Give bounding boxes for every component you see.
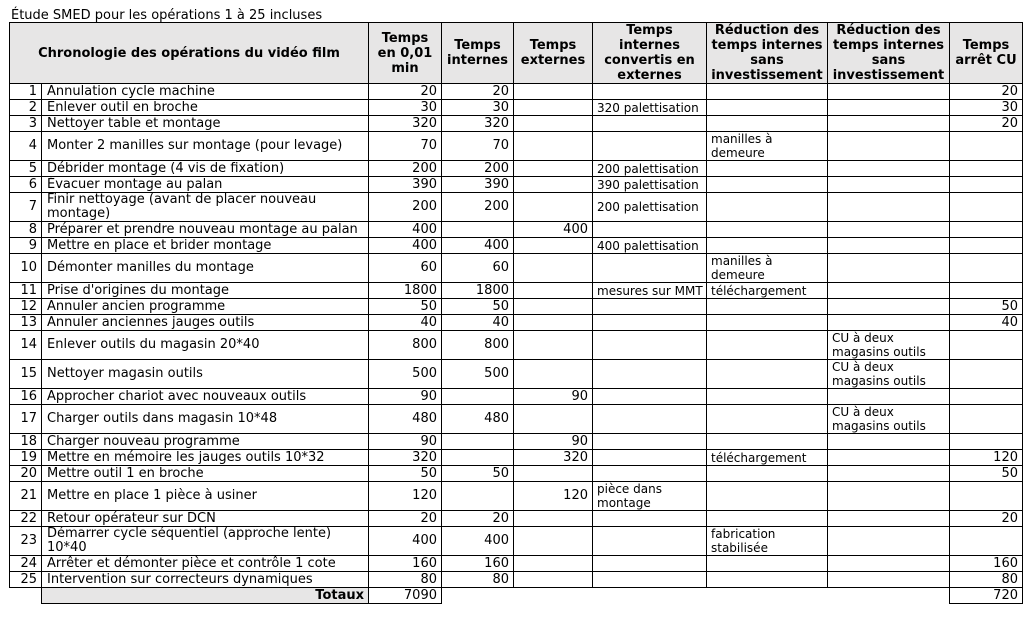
arret-cell: 30 (950, 100, 1023, 116)
externes-cell (514, 193, 593, 222)
internes-cell: 160 (442, 556, 514, 572)
operation-cell: Intervention sur correcteurs dynamiques (42, 572, 369, 588)
row-number: 14 (10, 331, 42, 360)
temps-cell: 50 (369, 466, 442, 482)
arret-cell: 50 (950, 466, 1023, 482)
temps-cell: 500 (369, 360, 442, 389)
convertis-cell (593, 511, 707, 527)
externes-cell (514, 132, 593, 161)
reduction-1-cell (707, 100, 828, 116)
header-externes: Temps externes (514, 23, 593, 84)
internes-cell: 800 (442, 331, 514, 360)
totals-blank (707, 588, 828, 604)
externes-cell (514, 315, 593, 331)
temps-cell: 90 (369, 434, 442, 450)
arret-cell (950, 482, 1023, 511)
arret-cell (950, 331, 1023, 360)
row-number: 5 (10, 161, 42, 177)
reduction-1-cell (707, 161, 828, 177)
reduction-2-cell (828, 556, 950, 572)
operation-cell: Retour opérateur sur DCN (42, 511, 369, 527)
internes-cell: 390 (442, 177, 514, 193)
operation-cell: Mettre en place 1 pièce à usiner (42, 482, 369, 511)
temps-cell: 120 (369, 482, 442, 511)
reduction-2-cell (828, 283, 950, 299)
convertis-cell (593, 360, 707, 389)
convertis-cell: 200 palettisation (593, 193, 707, 222)
reduction-2-cell: CU à deux magasins outils (828, 331, 950, 360)
arret-cell: 50 (950, 299, 1023, 315)
arret-cell (950, 389, 1023, 405)
arret-cell: 20 (950, 116, 1023, 132)
reduction-2-cell (828, 527, 950, 556)
externes-cell (514, 283, 593, 299)
table-row (10, 527, 1023, 556)
table-caption: Étude SMED pour les opérations 1 à 25 incluses (11, 8, 323, 23)
convertis-cell (593, 315, 707, 331)
row-number: 24 (10, 556, 42, 572)
temps-cell: 320 (369, 450, 442, 466)
convertis-cell (593, 434, 707, 450)
reduction-1-cell: téléchargement (707, 283, 828, 299)
convertis-cell (593, 254, 707, 283)
convertis-cell (593, 132, 707, 161)
internes-cell: 40 (442, 315, 514, 331)
externes-cell (514, 100, 593, 116)
arret-cell: 160 (950, 556, 1023, 572)
operation-cell: Enlever outil en broche (42, 100, 369, 116)
smed-table (9, 22, 1023, 604)
operation-cell: Évacuer montage au palan (42, 177, 369, 193)
table-row (10, 572, 1023, 588)
internes-cell: 20 (442, 84, 514, 100)
header-internes: Temps internes (442, 23, 514, 84)
reduction-2-cell (828, 299, 950, 315)
reduction-1-cell (707, 389, 828, 405)
convertis-cell: 390 palettisation (593, 177, 707, 193)
reduction-1-cell (707, 405, 828, 434)
temps-cell: 800 (369, 331, 442, 360)
reduction-2-cell (828, 254, 950, 283)
externes-cell (514, 84, 593, 100)
reduction-1-cell: manilles à demeure (707, 254, 828, 283)
convertis-cell (593, 450, 707, 466)
operation-cell: Débrider montage (4 vis de fixation) (42, 161, 369, 177)
externes-cell (514, 116, 593, 132)
row-number: 23 (10, 527, 42, 556)
temps-cell: 90 (369, 389, 442, 405)
convertis-cell: 320 palettisation (593, 100, 707, 116)
externes-cell: 90 (514, 389, 593, 405)
table-row (10, 254, 1023, 283)
reduction-2-cell (828, 450, 950, 466)
externes-cell (514, 466, 593, 482)
reduction-1-cell: téléchargement (707, 450, 828, 466)
row-number: 10 (10, 254, 42, 283)
table-row (10, 238, 1023, 254)
internes-cell (442, 450, 514, 466)
header-convertis: Temps internes convertis en externes (593, 23, 707, 84)
internes-cell (442, 222, 514, 238)
arret-cell (950, 434, 1023, 450)
internes-cell: 400 (442, 238, 514, 254)
externes-cell (514, 299, 593, 315)
temps-cell: 50 (369, 299, 442, 315)
arret-cell (950, 283, 1023, 299)
row-number: 13 (10, 315, 42, 331)
header-temps: Temps en 0,01 min (369, 23, 442, 84)
temps-cell: 320 (369, 116, 442, 132)
table-row (10, 331, 1023, 360)
convertis-cell (593, 299, 707, 315)
row-number: 20 (10, 466, 42, 482)
convertis-cell (593, 556, 707, 572)
internes-cell: 200 (442, 193, 514, 222)
table-row (10, 222, 1023, 238)
temps-cell: 70 (369, 132, 442, 161)
row-number: 18 (10, 434, 42, 450)
table-row (10, 100, 1023, 116)
table-row (10, 482, 1023, 511)
reduction-1-cell (707, 222, 828, 238)
convertis-cell (593, 466, 707, 482)
table-row (10, 315, 1023, 331)
table-row (10, 132, 1023, 161)
operation-cell: Annulation cycle machine (42, 84, 369, 100)
header-chronologie: Chronologie des opérations du vidéo film (10, 23, 369, 84)
row-number: 25 (10, 572, 42, 588)
internes-cell: 50 (442, 299, 514, 315)
reduction-1-cell: manilles à demeure (707, 132, 828, 161)
temps-cell: 480 (369, 405, 442, 434)
operation-cell: Monter 2 manilles sur montage (pour levage) (42, 132, 369, 161)
operation-cell: Arrêter et démonter pièce et contrôle 1 cote (42, 556, 369, 572)
reduction-1-cell (707, 315, 828, 331)
reduction-1-cell (707, 84, 828, 100)
internes-cell (442, 434, 514, 450)
totals-row (10, 588, 1023, 604)
row-number: 22 (10, 511, 42, 527)
operation-cell: Prise d'origines du montage (42, 283, 369, 299)
convertis-cell (593, 527, 707, 556)
reduction-2-cell (828, 161, 950, 177)
row-number: 4 (10, 132, 42, 161)
convertis-cell (593, 405, 707, 434)
externes-cell (514, 177, 593, 193)
reduction-1-cell (707, 466, 828, 482)
arret-cell (950, 360, 1023, 389)
row-number: 7 (10, 193, 42, 222)
internes-cell: 320 (442, 116, 514, 132)
internes-cell: 500 (442, 360, 514, 389)
row-number: 2 (10, 100, 42, 116)
operation-cell: Démonter manilles du montage (42, 254, 369, 283)
table-row (10, 177, 1023, 193)
externes-cell: 400 (514, 222, 593, 238)
arret-cell (950, 527, 1023, 556)
header-reduction-1: Réduction des temps internes sans investissement (707, 23, 828, 84)
externes-cell (514, 405, 593, 434)
internes-cell: 30 (442, 100, 514, 116)
reduction-1-cell: fabrication stabilisée (707, 527, 828, 556)
operation-cell: Approcher chariot avec nouveaux outils (42, 389, 369, 405)
externes-cell (514, 572, 593, 588)
row-number: 12 (10, 299, 42, 315)
arret-cell: 120 (950, 450, 1023, 466)
reduction-2-cell: CU à deux magasins outils (828, 405, 950, 434)
arret-cell (950, 161, 1023, 177)
reduction-2-cell (828, 100, 950, 116)
operation-cell: Démarrer cycle séquentiel (approche lente) 10*40 (42, 527, 369, 556)
reduction-1-cell (707, 572, 828, 588)
table-row (10, 360, 1023, 389)
reduction-2-cell (828, 511, 950, 527)
operation-cell: Charger outils dans magasin 10*48 (42, 405, 369, 434)
internes-cell: 480 (442, 405, 514, 434)
row-number: 1 (10, 84, 42, 100)
convertis-cell: mesures sur MMT (593, 283, 707, 299)
convertis-cell (593, 116, 707, 132)
table-body (10, 84, 1023, 588)
operation-cell: Annuler anciennes jauges outils (42, 315, 369, 331)
table-row (10, 283, 1023, 299)
reduction-2-cell (828, 132, 950, 161)
arret-cell: 80 (950, 572, 1023, 588)
internes-cell (442, 389, 514, 405)
internes-cell: 200 (442, 161, 514, 177)
arret-cell (950, 193, 1023, 222)
reduction-1-cell (707, 238, 828, 254)
arret-cell: 20 (950, 84, 1023, 100)
reduction-1-cell (707, 193, 828, 222)
reduction-2-cell (828, 193, 950, 222)
externes-cell (514, 511, 593, 527)
totals-blank (514, 588, 593, 604)
temps-cell: 400 (369, 527, 442, 556)
table-row (10, 84, 1023, 100)
reduction-1-cell (707, 299, 828, 315)
temps-cell: 390 (369, 177, 442, 193)
convertis-cell (593, 572, 707, 588)
externes-cell (514, 238, 593, 254)
convertis-cell: 200 palettisation (593, 161, 707, 177)
row-number: 8 (10, 222, 42, 238)
reduction-2-cell (828, 116, 950, 132)
externes-cell: 320 (514, 450, 593, 466)
reduction-2-cell (828, 222, 950, 238)
internes-cell: 60 (442, 254, 514, 283)
temps-cell: 200 (369, 193, 442, 222)
table-row (10, 299, 1023, 315)
totals-arret: 720 (950, 588, 1023, 604)
arret-cell (950, 222, 1023, 238)
operation-cell: Charger nouveau programme (42, 434, 369, 450)
temps-cell: 400 (369, 238, 442, 254)
row-number: 3 (10, 116, 42, 132)
table-row (10, 405, 1023, 434)
arret-cell (950, 405, 1023, 434)
row-number: 16 (10, 389, 42, 405)
reduction-1-cell (707, 177, 828, 193)
arret-cell (950, 254, 1023, 283)
row-number: 17 (10, 405, 42, 434)
operation-cell: Annuler ancien programme (42, 299, 369, 315)
reduction-2-cell (828, 177, 950, 193)
temps-cell: 1800 (369, 283, 442, 299)
operation-cell: Mettre outil 1 en broche (42, 466, 369, 482)
table-row (10, 193, 1023, 222)
externes-cell: 90 (514, 434, 593, 450)
row-number: 11 (10, 283, 42, 299)
table-row (10, 466, 1023, 482)
row-number: 19 (10, 450, 42, 466)
arret-cell (950, 132, 1023, 161)
reduction-1-cell (707, 434, 828, 450)
reduction-2-cell (828, 238, 950, 254)
row-number: 6 (10, 177, 42, 193)
reduction-2-cell (828, 434, 950, 450)
convertis-cell (593, 84, 707, 100)
operation-cell: Finir nettoyage (avant de placer nouveau montage) (42, 193, 369, 222)
internes-cell: 80 (442, 572, 514, 588)
reduction-2-cell (828, 389, 950, 405)
table-row (10, 556, 1023, 572)
temps-cell: 80 (369, 572, 442, 588)
externes-cell (514, 254, 593, 283)
totals-label: Totaux (42, 588, 369, 604)
table-row (10, 161, 1023, 177)
convertis-cell (593, 222, 707, 238)
internes-cell (442, 482, 514, 511)
totals-blank (593, 588, 707, 604)
totals-spacer (10, 588, 42, 604)
arret-cell (950, 238, 1023, 254)
reduction-1-cell (707, 556, 828, 572)
temps-cell: 400 (369, 222, 442, 238)
externes-cell: 120 (514, 482, 593, 511)
temps-cell: 200 (369, 161, 442, 177)
operation-cell: Préparer et prendre nouveau montage au palan (42, 222, 369, 238)
table-row (10, 450, 1023, 466)
totals-temps: 7090 (369, 588, 442, 604)
header-reduction-2: Réduction des temps internes sans investissement (828, 23, 950, 84)
reduction-2-cell (828, 482, 950, 511)
internes-cell: 20 (442, 511, 514, 527)
internes-cell: 70 (442, 132, 514, 161)
operation-cell: Mettre en place et brider montage (42, 238, 369, 254)
header-row (10, 23, 1023, 84)
reduction-1-cell (707, 511, 828, 527)
externes-cell (514, 161, 593, 177)
operation-cell: Enlever outils du magasin 20*40 (42, 331, 369, 360)
totals-blank (442, 588, 514, 604)
internes-cell: 400 (442, 527, 514, 556)
temps-cell: 60 (369, 254, 442, 283)
reduction-2-cell (828, 84, 950, 100)
arret-cell: 40 (950, 315, 1023, 331)
temps-cell: 30 (369, 100, 442, 116)
reduction-2-cell (828, 466, 950, 482)
convertis-cell: pièce dans montage (593, 482, 707, 511)
operation-cell: Nettoyer magasin outils (42, 360, 369, 389)
convertis-cell (593, 389, 707, 405)
table-row (10, 434, 1023, 450)
temps-cell: 20 (369, 84, 442, 100)
reduction-2-cell (828, 315, 950, 331)
row-number: 15 (10, 360, 42, 389)
reduction-2-cell: CU à deux magasins outils (828, 360, 950, 389)
row-number: 21 (10, 482, 42, 511)
temps-cell: 40 (369, 315, 442, 331)
reduction-1-cell (707, 482, 828, 511)
table-row (10, 389, 1023, 405)
temps-cell: 160 (369, 556, 442, 572)
operation-cell: Mettre en mémoire les jauges outils 10*32 (42, 450, 369, 466)
externes-cell (514, 527, 593, 556)
operation-cell: Nettoyer table et montage (42, 116, 369, 132)
internes-cell: 50 (442, 466, 514, 482)
convertis-cell: 400 palettisation (593, 238, 707, 254)
externes-cell (514, 556, 593, 572)
externes-cell (514, 360, 593, 389)
arret-cell (950, 177, 1023, 193)
temps-cell: 20 (369, 511, 442, 527)
arret-cell: 20 (950, 511, 1023, 527)
externes-cell (514, 331, 593, 360)
internes-cell: 1800 (442, 283, 514, 299)
table-row (10, 511, 1023, 527)
reduction-1-cell (707, 360, 828, 389)
reduction-2-cell (828, 572, 950, 588)
convertis-cell (593, 331, 707, 360)
reduction-1-cell (707, 116, 828, 132)
reduction-1-cell (707, 331, 828, 360)
table-row (10, 116, 1023, 132)
totals-blank (828, 588, 950, 604)
row-number: 9 (10, 238, 42, 254)
header-arret: Temps arrêt CU (950, 23, 1023, 84)
